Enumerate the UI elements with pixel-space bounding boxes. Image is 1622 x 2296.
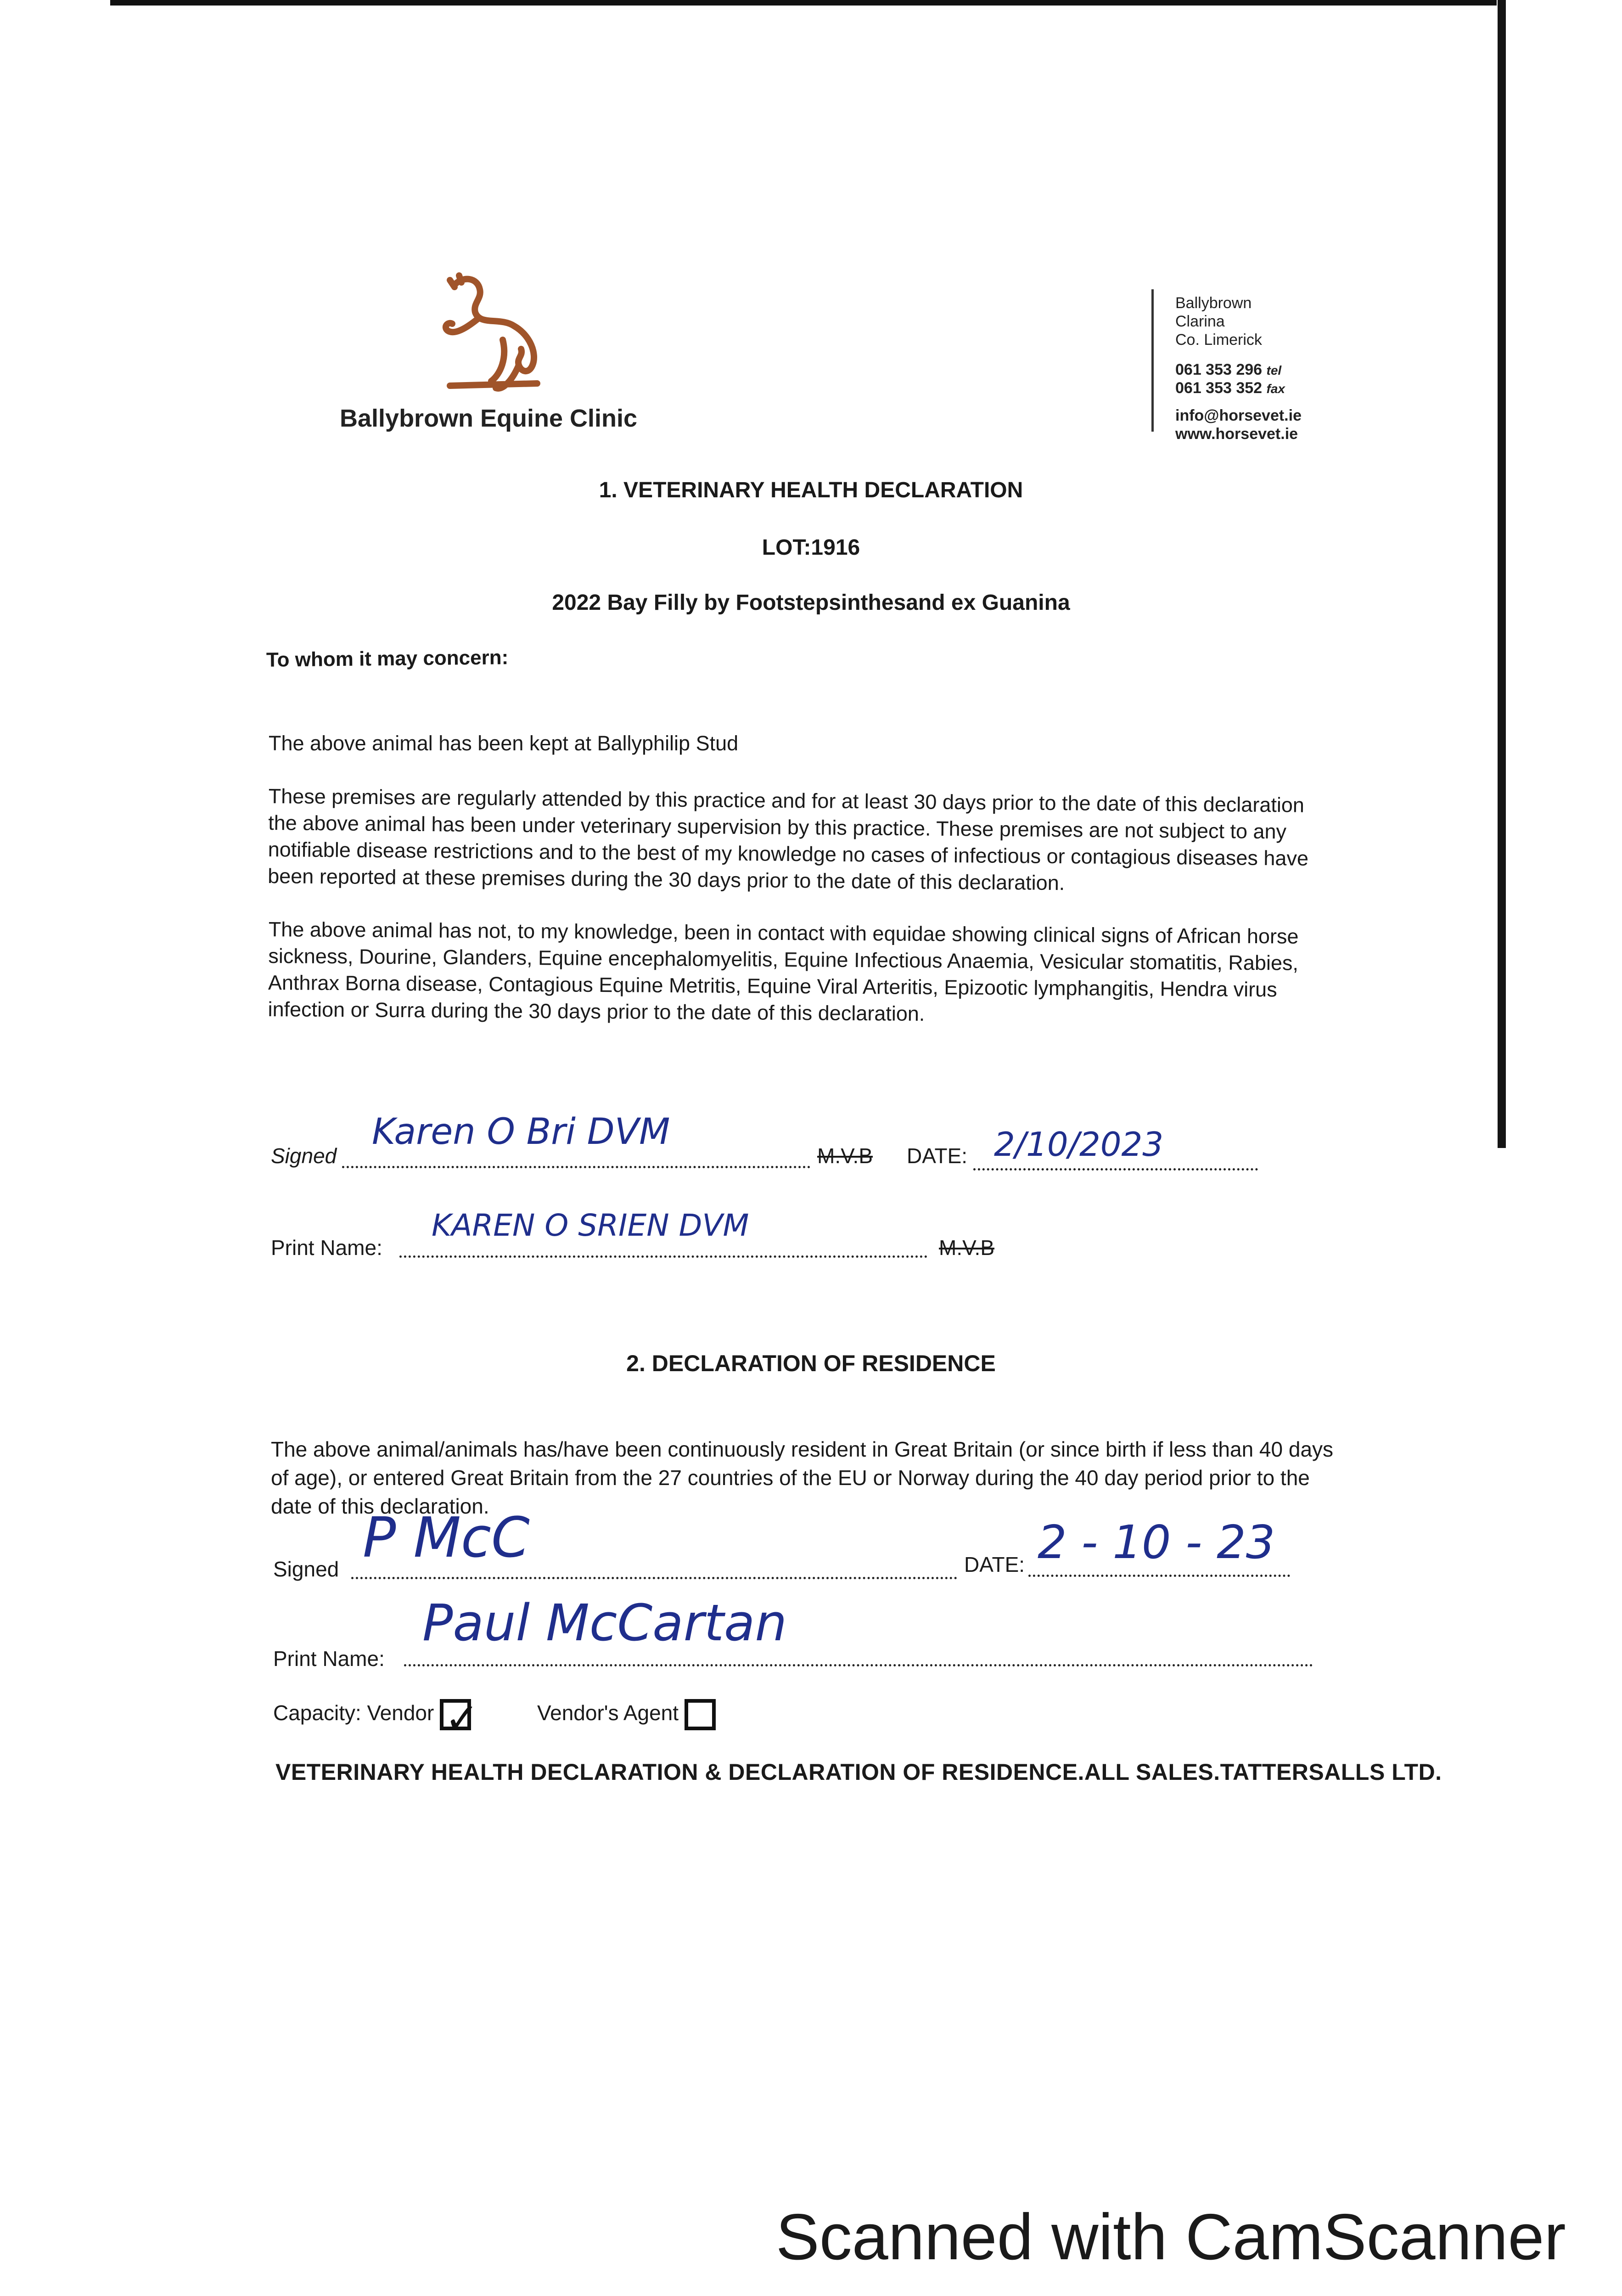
vendor-checkbox[interactable] bbox=[440, 1696, 479, 1742]
agent-row bbox=[537, 1699, 716, 1730]
clinic-web: www.horsevet.ie bbox=[1175, 425, 1298, 443]
residence-paragraph: The above animal/animals has/have been continuously resident in Great Britain (or since birth if less than 40 days of age), or entered Great Britain from the 27 countries of the EU or Norway during the 40 day period prior to the date of this declaration. bbox=[271, 1437, 1334, 1518]
signed-label: Signed bbox=[271, 1144, 337, 1168]
clinic-tel bbox=[1175, 360, 1281, 380]
clinic-fax bbox=[1175, 379, 1285, 398]
vet-signed-label bbox=[271, 1143, 337, 1168]
footer-text: VETERINARY HEALTH DECLARATION & DECLARATION OF RESIDENCE.ALL SALES.TATTERSALLS LTD. bbox=[275, 1759, 1442, 1785]
checkmark-icon: ✓ bbox=[444, 1696, 479, 1742]
scan-edge-right bbox=[1498, 0, 1506, 1148]
contact-paragraph: The above animal has not, to my knowledge, been in contact with equidae showing clinical signs of African horse sickness, Dourine, Glanders, Equine encephalomyelitis, Equine Infectious Anaemia, Vesicular stomatitis, Rabies, Anthrax Borna disease, Contagious Equine Metritis, Equine Viral Arteritis, Epizootic lymphangitis, Hendra virus infection or Surra during the 30 days prior to the date of this declaration. bbox=[268, 917, 1299, 1025]
vendor-signed-label: Signed bbox=[273, 1557, 339, 1581]
vet-date-label: DATE: bbox=[907, 1144, 968, 1168]
clinic-name: Ballybrown Equine Clinic bbox=[340, 405, 638, 432]
clinic-email: info@horsevet.ie bbox=[1175, 407, 1302, 424]
tel-number: 061 353 296 bbox=[1175, 361, 1263, 378]
mvb-struck-2: M.V.B bbox=[939, 1236, 995, 1260]
fax-number: 061 353 352 bbox=[1175, 379, 1263, 397]
vet-signature: Karen O Bri DVM bbox=[372, 1111, 670, 1153]
tel-label: tel bbox=[1266, 363, 1282, 377]
declaration-1-heading: 1. VETERINARY HEALTH DECLARATION bbox=[599, 478, 1023, 502]
declaration-2-heading: 2. DECLARATION OF RESIDENCE bbox=[626, 1351, 996, 1376]
premises-paragraph: These premises are regularly attended by this practice and for at least 30 days prior to the date of this declaration the above animal has been under veterinary supervision by this practice. These premises are not subject to any notifiable disease restrictions and to the best of my knowledge no cases of infectious or contagious diseases have been reported at these premises during the 30 days prior to the date of this declaration. bbox=[268, 784, 1309, 895]
vendor-signature: P McC bbox=[363, 1506, 530, 1570]
vet-print-label: Print Name: bbox=[271, 1236, 382, 1260]
animal-description: 2022 Bay Filly by Footstepsinthesand ex Guanina bbox=[552, 591, 1070, 615]
lot-number: LOT:1916 bbox=[762, 535, 860, 560]
mvb-struck: M.V.B bbox=[817, 1144, 873, 1168]
vet-date: 2/10/2023 bbox=[994, 1125, 1164, 1164]
fax-label: fax bbox=[1266, 382, 1285, 396]
capacity-vendor-label: Capacity: Vendor bbox=[273, 1701, 434, 1725]
vendor-date: 2 - 10 - 23 bbox=[1038, 1515, 1275, 1569]
agent-checkbox[interactable] bbox=[685, 1699, 716, 1730]
address-line-1: Ballybrown bbox=[1175, 294, 1252, 312]
vendor-print-label: Print Name: bbox=[273, 1647, 385, 1671]
vet-signature-line bbox=[342, 1150, 810, 1168]
address-line-2: Clarina bbox=[1175, 313, 1225, 330]
salutation: To whom it may concern: bbox=[266, 646, 509, 671]
vet-print-name: KAREN O SRIEN DVM bbox=[432, 1208, 749, 1243]
scan-edge-top bbox=[110, 0, 1497, 6]
camscanner-watermark: Scanned with CamScanner bbox=[776, 2200, 1566, 2273]
capacity-agent-label: Vendor's Agent bbox=[537, 1701, 679, 1725]
vendor-print-name: Paul McCartan bbox=[422, 1593, 787, 1652]
address-line-3: Co. Limerick bbox=[1175, 331, 1262, 349]
kept-at-text: The above animal has been kept at Ballyphilip Stud bbox=[269, 732, 739, 755]
horse-logo-icon bbox=[422, 266, 560, 404]
vendor-date-label: DATE: bbox=[964, 1553, 1025, 1576]
address-divider bbox=[1151, 289, 1154, 432]
capacity-row bbox=[273, 1696, 479, 1742]
